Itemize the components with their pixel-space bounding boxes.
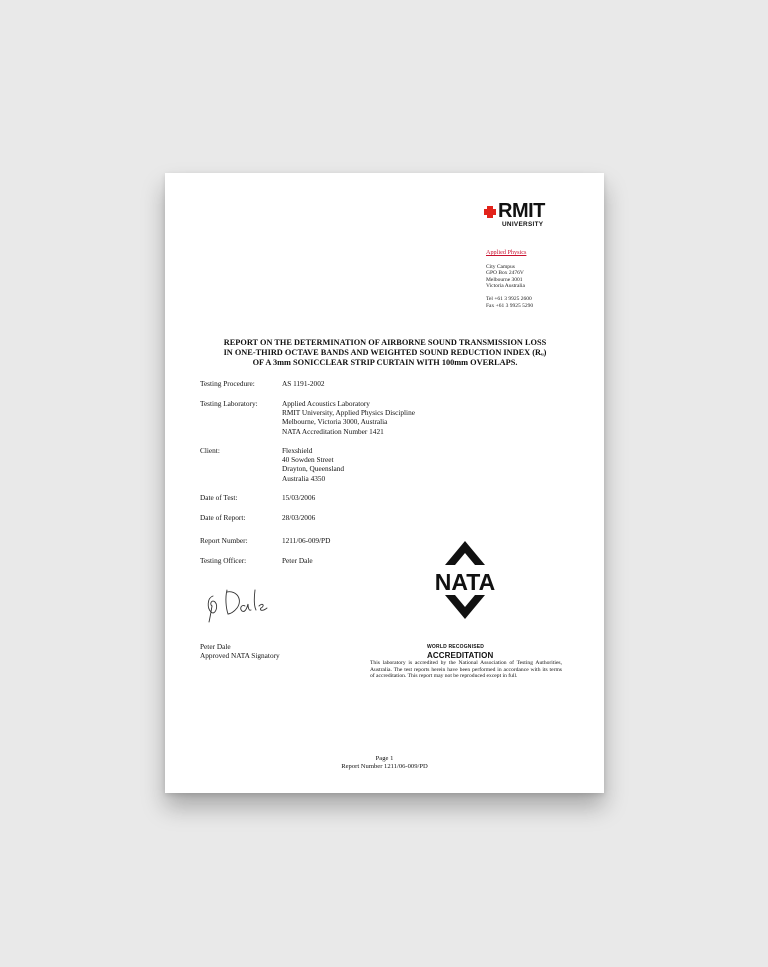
address-block [486, 250, 533, 309]
address-line: Melbourne 3001 [486, 276, 523, 283]
field-label: Report Number: [200, 536, 248, 545]
address-line: GPO Box 2476V [486, 270, 524, 277]
rmit-logo [483, 200, 563, 233]
field-label: Testing Procedure: [200, 379, 255, 388]
nata-logo [427, 539, 503, 660]
field-label: Testing Laboratory: [200, 399, 258, 408]
nata-emblem-icon [427, 539, 503, 643]
value-line: Australia 4350 [282, 473, 326, 483]
fax: Fax +61 3 9925 5290 [486, 302, 534, 309]
page-footer [165, 755, 604, 771]
field-value [282, 399, 532, 436]
field-value: 15/03/2006 [282, 493, 316, 502]
department-name: Applied Physics [486, 249, 527, 256]
field-value: Peter Dale [282, 556, 313, 565]
signature [199, 576, 289, 626]
page-number: Page 1 [375, 755, 394, 762]
field-label: Client: [200, 446, 220, 455]
footer-report-number: Report Number 1211/06-009/PD [341, 763, 428, 771]
nata-logo-text: NATA [434, 569, 496, 595]
value-line: Melbourne, Victoria 3000, Australia [282, 417, 388, 427]
signatory-role: Approved NATA Signatory [200, 651, 280, 661]
title-line: REPORT ON THE DETERMINATION OF AIRBORNE SOUND TRANSMISSION LOSS [223, 338, 547, 347]
field-value: 1211/06-009/PD [282, 536, 331, 545]
field-label: Testing Officer: [200, 556, 247, 565]
logo-subtitle: UNIVERSITY [502, 221, 544, 228]
value-line: Drayton, Queensland [282, 464, 345, 474]
report-title [185, 338, 585, 368]
field-value [282, 446, 532, 483]
title-line: IN ONE-THIRD OCTAVE BANDS AND WEIGHTED SOUND REDUCTION INDEX (Rᵤ) [223, 348, 547, 357]
value-line: Flexshield [282, 446, 313, 455]
rmit-pixel-icon [483, 206, 497, 220]
nata-caption [427, 644, 505, 660]
logo-name: RMIT [498, 200, 545, 222]
field-label: Date of Report: [200, 513, 246, 522]
nata-caption-line1: WORLD RECOGNISED [427, 644, 485, 650]
telephone: Tel +61 3 9925 2600 [486, 295, 532, 302]
value-line: Applied Acoustics Laboratory [282, 399, 370, 408]
title-line: OF A 3mm SONICCLEAR STRIP CURTAIN WITH 100mm OVERLAPS. [252, 358, 518, 367]
field-value: 28/03/2006 [282, 513, 316, 522]
report-page [165, 173, 604, 793]
signatory [200, 642, 280, 660]
accreditation-statement: This laboratory is accredited by the National Association of Testing Authorities, Australia. The test reports herein have been performed in accordance with its terms of accreditation. This report may not be reproduced except in full. [370, 660, 562, 680]
field-label: Date of Test: [200, 493, 238, 502]
field-value: AS 1191-2002 [282, 379, 325, 388]
address-line: City Campus [486, 263, 515, 270]
signatory-name: Peter Dale [200, 642, 231, 651]
value-line: RMIT University, Applied Physics Discipline [282, 408, 415, 418]
nata-caption-line2: ACCREDITATION [427, 651, 494, 660]
address-line: Victoria Australia [486, 283, 525, 290]
value-line: 40 Sowden Street [282, 455, 334, 465]
value-line: NATA Accreditation Number 1421 [282, 426, 384, 436]
